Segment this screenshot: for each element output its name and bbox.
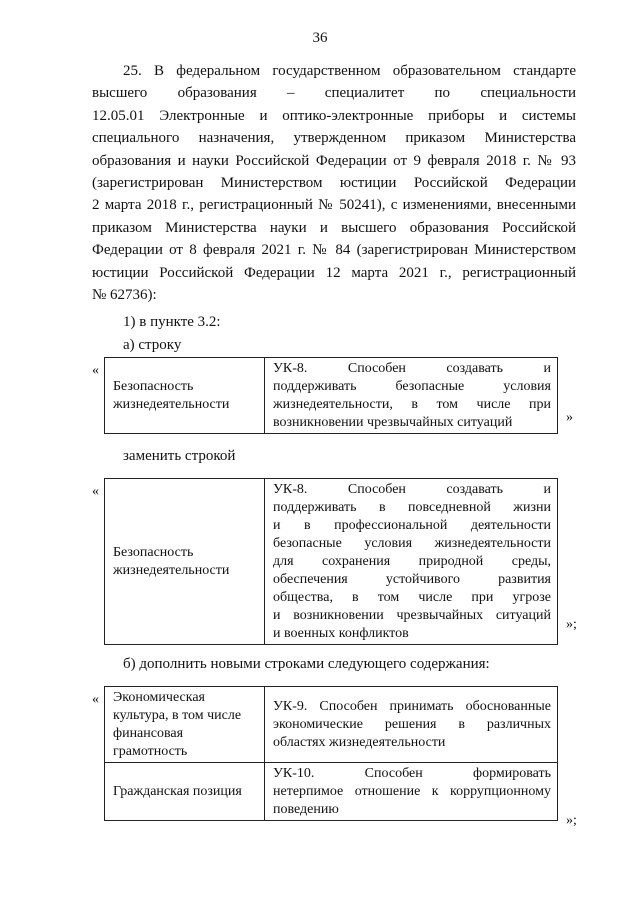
competency-description-cell: УК-8. Способен создавать и поддерживать безопасные условия жизнедеятельности, в том числе при возникновении чрезвычайных ситуаций — [265, 358, 558, 434]
quote-open: « — [92, 484, 99, 499]
paragraph-line: 2 марта 2018 г., регистрационный № 50241), с изменениями, внесенными — [92, 197, 576, 214]
paragraph-line: 25. В федеральном государственном образовательном стандарте — [123, 63, 576, 79]
competency-category-cell: Экономическая культура, в том числе финансовая грамотность — [105, 687, 265, 763]
old-row-table — [104, 357, 558, 434]
paragraph-line: образования и науки Российской Федерации от 9 февраля 2018 г. № 93 — [92, 152, 576, 169]
item-b: б) дополнить новыми строками следующего содержания: — [123, 656, 490, 672]
competency-category-cell: Гражданская позиция — [105, 763, 265, 821]
quote-close-semicolon: »; — [566, 617, 577, 632]
paragraph-line: специального назначения, утвержденном приказом Министерства — [92, 130, 576, 147]
competency-description-cell: УК-9. Способен принимать обоснованные экономические решения в различных областях жизнедеятельности — [265, 687, 558, 763]
paragraph-line: № 62736): — [92, 287, 157, 304]
paragraph-line: высшего образования – специалитет по специальности — [92, 85, 576, 102]
page-number: 36 — [312, 30, 328, 46]
competency-description-cell: УК-10. Способен формировать нетерпимое отношение к коррупционному поведению — [265, 763, 558, 821]
competency-description-cell: УК-8. Способен создавать и поддерживать в повседневной жизни и в профессиональной деятельности безопасные условия жизнедеятельности для сохранения природной среды, обеспечения устойчивого развития общества, в том числе при угрозе и возникновении чрезвычайных ситуаций и военных конфликтов — [265, 479, 558, 645]
amendment-paragraph — [92, 60, 576, 306]
added-rows-table — [104, 686, 558, 821]
quote-close: » — [566, 410, 573, 425]
table-row — [105, 763, 558, 821]
paragraph-line: Федерации от 8 февраля 2021 г. № 84 (зарегистрирован Министерством — [92, 242, 576, 259]
paragraph-line: 12.05.01 Электронные и оптико-электронные приборы и системы — [92, 107, 576, 124]
table-row — [105, 687, 558, 763]
quote-open: « — [92, 692, 99, 707]
item-1: 1) в пункте 3.2: — [123, 314, 221, 330]
competency-category-cell: Безопасность жизнедеятельности — [105, 479, 265, 645]
table-row — [105, 479, 558, 645]
item-a: а) строку — [123, 337, 182, 353]
paragraph-line: приказом Министерства науки и высшего образования Российской — [92, 219, 576, 236]
table-row — [105, 358, 558, 434]
competency-category-cell: Безопасность жизнедеятельности — [105, 358, 265, 434]
paragraph-line: юстиции Российской Федерации 12 марта 2021 г., регистрационный — [92, 264, 576, 281]
quote-open: « — [92, 363, 99, 378]
new-row-table — [104, 478, 558, 645]
quote-close-semicolon: »; — [566, 813, 577, 828]
paragraph-line: (зарегистрирован Министерством юстиции Российской Федерации — [92, 175, 576, 192]
replace-with-text: заменить строкой — [123, 448, 236, 464]
